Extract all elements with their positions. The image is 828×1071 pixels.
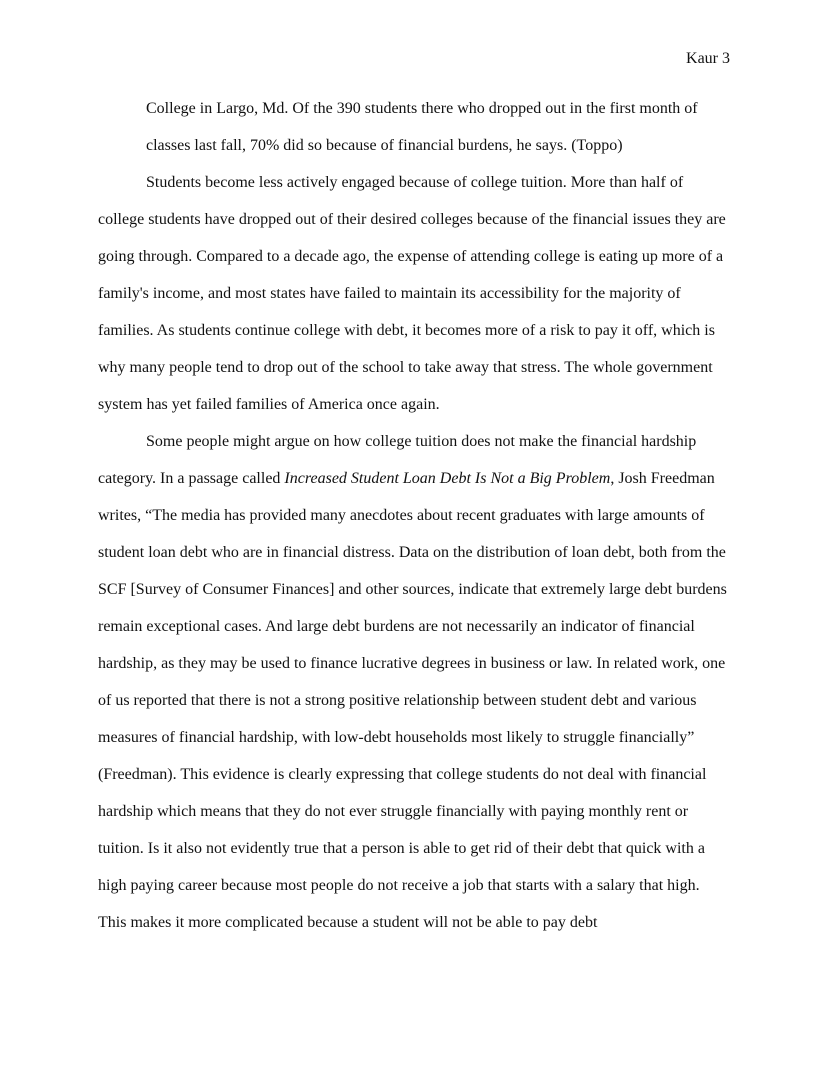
paragraph-text-before-title: Some people might argue on how college tuition does not make the financial hardship category. In a passage called <box>98 433 697 487</box>
document-body <box>98 90 730 941</box>
block-quote: College in Largo, Md. Of the 390 students there who dropped out in the first month of classes last fall, 70% did so because of financial burdens, he says. (Toppo) <box>146 100 698 154</box>
work-title-italic: Increased Student Loan Debt Is Not a Big Problem <box>284 470 611 487</box>
paragraph-text-after-title: , Josh Freedman writes, “The media has provided many anecdotes about recent graduates with large amounts of student loan debt who are in financial distress. Data on the distribution of loan debt, both from the SCF [Survey of Consumer Finances] and other sources, indicate that extremely large debt burdens remain exceptional cases. And large debt burdens are not necessarily an indicator of financial hardship, as they may be used to finance lucrative degrees in business or law. In related work, one of us reported that there is not a strong positive relationship between student debt and various measures of financial hardship, with low-debt households most likely to struggle financially” (Freedman). This evidence is clearly expressing that college students do not deal with financial hardship which means that they do not ever struggle financially with paying monthly rent or tuition. Is it also not evidently true that a person is able to get rid of their debt that quick with a high paying career because most people do not receive a job that starts with a salary that high. This makes it more complicated because a student will not be able to pay debt <box>98 470 727 931</box>
page-header: Kaur 3 <box>686 50 730 67</box>
paragraph-engagement: Students become less actively engaged because of college tuition. More than half of college students have dropped out of their desired colleges because of the financial issues they are going through. Compared to a decade ago, the expense of attending college is eating up more of a family's income, and most states have failed to maintain its accessibility for the majority of families. As students continue college with debt, it becomes more of a risk to pay it off, which is why many people tend to drop out of the school to take away that stress. The whole government system has yet failed families of America once again. <box>98 174 726 413</box>
paragraph-counterargument <box>98 423 730 941</box>
